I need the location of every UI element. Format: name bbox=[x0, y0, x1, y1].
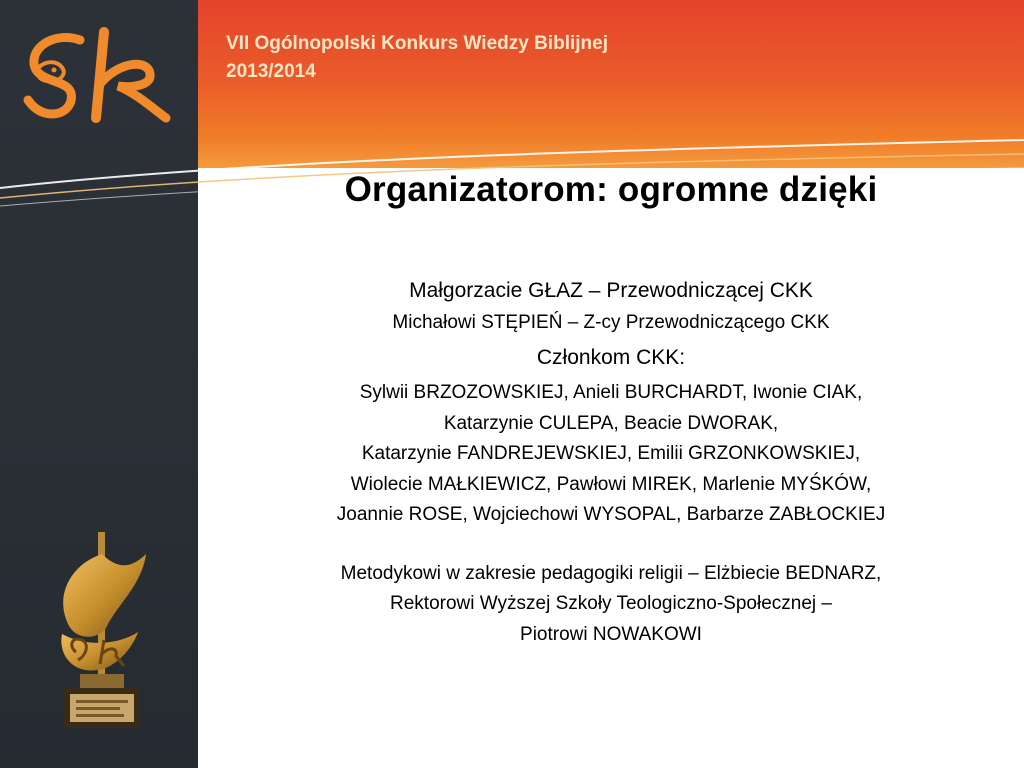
header-title-line1: VII Ogólnopolski Konkurs Wiedzy Biblijnej bbox=[226, 33, 608, 54]
sk-contest-logo-icon bbox=[18, 22, 178, 128]
trophy-statuette-icon bbox=[42, 524, 162, 736]
members-line: Wiolecie MAŁKIEWICZ, Pawłowi MIREK, Marlenie MYŚKÓW, bbox=[350, 473, 872, 495]
members-line: Katarzynie CULEPA, Beacie DWORAK, bbox=[443, 412, 779, 434]
header-title bbox=[226, 30, 608, 86]
members-heading: Członkom CKK: bbox=[536, 346, 686, 369]
others-line: Piotrowi NOWAKOWI bbox=[520, 623, 702, 645]
others-list bbox=[198, 559, 1024, 651]
members-line: Sylwii BRZOZOWSKIEJ, Anieli BURCHARDT, Iwonie CIAK, bbox=[359, 382, 863, 403]
members-line: Joannie ROSE, Wojciechowi WYSOPAL, Barbarze ZABŁOCKIEJ bbox=[336, 504, 886, 525]
acknowledgements-text bbox=[198, 274, 1024, 650]
others-line: Metodykowi w zakresie pedagogiki religii – Elżbiecie BEDNARZ, bbox=[340, 562, 882, 584]
paragraph-gap bbox=[198, 531, 1024, 559]
members-line: Katarzynie FANDREJEWSKIEJ, Emilii GRZONKOWSKIEJ, bbox=[361, 443, 861, 464]
others-line: Rektorowi Wyższej Szkoły Teologiczno-Społecznej – bbox=[390, 593, 832, 614]
header-title-line2: 2013/2014 bbox=[226, 61, 316, 82]
members-list bbox=[198, 378, 1024, 531]
page-title: Organizatorom: ogromne dzięki bbox=[344, 170, 878, 209]
vice-chair-line: Michałowi STĘPIEŃ – Z-cy Przewodniczącego CKK bbox=[392, 312, 830, 333]
chair-line: Małgorzacie GŁAZ – Przewodniczącej CKK bbox=[409, 279, 813, 302]
